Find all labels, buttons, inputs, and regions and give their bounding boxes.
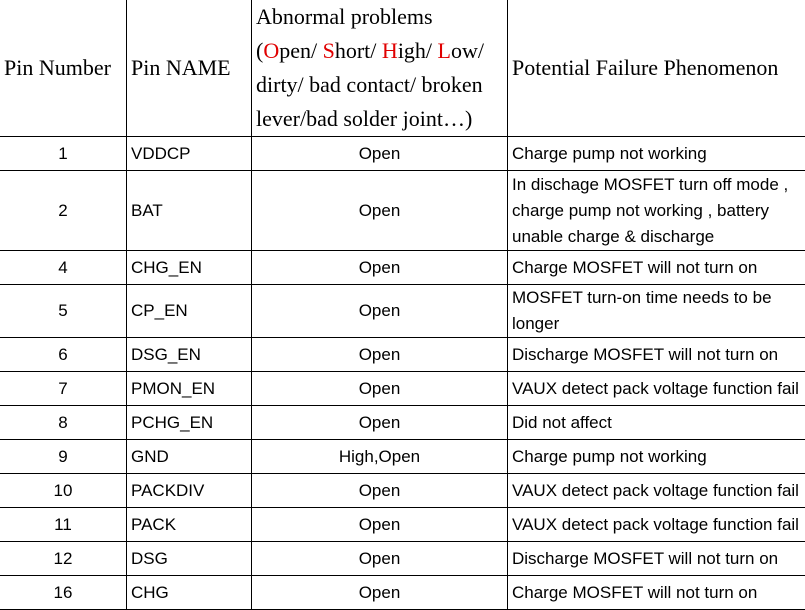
pin-number-cell: 1 (0, 137, 127, 171)
pin-name-cell: PACKDIV (127, 474, 252, 508)
pin-name-cell: CP_EN (127, 285, 252, 338)
pin-number-cell: 6 (0, 338, 127, 372)
header-pin-number: Pin Number (0, 0, 127, 137)
abnormal-low-initial: L (438, 38, 451, 63)
table-row (0, 372, 805, 406)
failure-cell: Discharge MOSFET will not turn on (508, 338, 805, 372)
pin-name-cell: VDDCP (127, 137, 252, 171)
abnormal-mode-cell: Open (252, 251, 508, 285)
abnormal-mode-cell: Open (252, 406, 508, 440)
abnormal-short-rest: hort/ (335, 38, 382, 63)
table-row (0, 171, 805, 251)
failure-cell: VAUX detect pack voltage function fail (508, 372, 805, 406)
pin-number-cell: 16 (0, 576, 127, 610)
abnormal-mode-cell: Open (252, 137, 508, 171)
pin-name-cell: DSG (127, 542, 252, 576)
pin-name-cell: CHG_EN (127, 251, 252, 285)
pin-number-cell: 7 (0, 372, 127, 406)
failure-cell: Charge MOSFET will not turn on (508, 576, 805, 610)
abnormal-line-1: Abnormal problems (256, 4, 433, 29)
failure-cell: MOSFET turn-on time needs to be longer (508, 285, 805, 338)
abnormal-short-initial: S (323, 38, 335, 63)
abnormal-mode-cell: Open (252, 576, 508, 610)
pin-name-cell: GND (127, 440, 252, 474)
pin-number-cell: 4 (0, 251, 127, 285)
table-row (0, 285, 805, 338)
pin-number-cell: 8 (0, 406, 127, 440)
pin-name-cell: CHG (127, 576, 252, 610)
pin-name-cell: PCHG_EN (127, 406, 252, 440)
header-pin-name: Pin NAME (127, 0, 252, 137)
pin-number-cell: 12 (0, 542, 127, 576)
table-row (0, 542, 805, 576)
table-row (0, 508, 805, 542)
pin-number-cell: 11 (0, 508, 127, 542)
failure-cell: Charge pump not working (508, 440, 805, 474)
abnormal-mode-cell: High,Open (252, 440, 508, 474)
table-row (0, 338, 805, 372)
table-row (0, 406, 805, 440)
pin-number-cell: 5 (0, 285, 127, 338)
pin-number-cell: 2 (0, 171, 127, 251)
abnormal-line-4: lever/bad solder joint…) (256, 106, 472, 131)
failure-cell: VAUX detect pack voltage function fail (508, 474, 805, 508)
failure-cell: Discharge MOSFET will not turn on (508, 542, 805, 576)
abnormal-line-3: dirty/ bad contact/ broken (256, 72, 483, 97)
pin-number-cell: 10 (0, 474, 127, 508)
header-row (0, 0, 805, 137)
failure-cell: In dischage MOSFET turn off mode , charge pump not working , battery unable charge & discharge (508, 171, 805, 251)
table-row (0, 440, 805, 474)
table-row (0, 251, 805, 285)
table-row (0, 137, 805, 171)
table-row (0, 474, 805, 508)
failure-cell: VAUX detect pack voltage function fail (508, 508, 805, 542)
pin-name-cell: PMON_EN (127, 372, 252, 406)
table-row (0, 576, 805, 610)
pin-number-cell: 9 (0, 440, 127, 474)
pin-name-cell: DSG_EN (127, 338, 252, 372)
pin-name-cell: PACK (127, 508, 252, 542)
failure-cell: Did not affect (508, 406, 805, 440)
abnormal-mode-cell: Open (252, 171, 508, 251)
abnormal-high-rest: igh/ (398, 38, 438, 63)
abnormal-low-rest: ow/ (451, 38, 484, 63)
abnormal-mode-cell: Open (252, 372, 508, 406)
header-failure-phenomenon: Potential Failure Phenomenon (508, 0, 805, 137)
failure-cell: Charge MOSFET will not turn on (508, 251, 805, 285)
abnormal-mode-cell: Open (252, 285, 508, 338)
pin-name-cell: BAT (127, 171, 252, 251)
abnormal-mode-cell: Open (252, 542, 508, 576)
abnormal-open-initial: O (263, 38, 279, 63)
abnormal-mode-cell: Open (252, 474, 508, 508)
abnormal-open-paren: ( (256, 38, 263, 63)
abnormal-mode-cell: Open (252, 338, 508, 372)
failure-cell: Charge pump not working (508, 137, 805, 171)
abnormal-open-rest: pen/ (279, 38, 322, 63)
abnormal-high-initial: H (382, 38, 398, 63)
abnormal-mode-cell: Open (252, 508, 508, 542)
header-abnormal-problems (252, 0, 508, 137)
